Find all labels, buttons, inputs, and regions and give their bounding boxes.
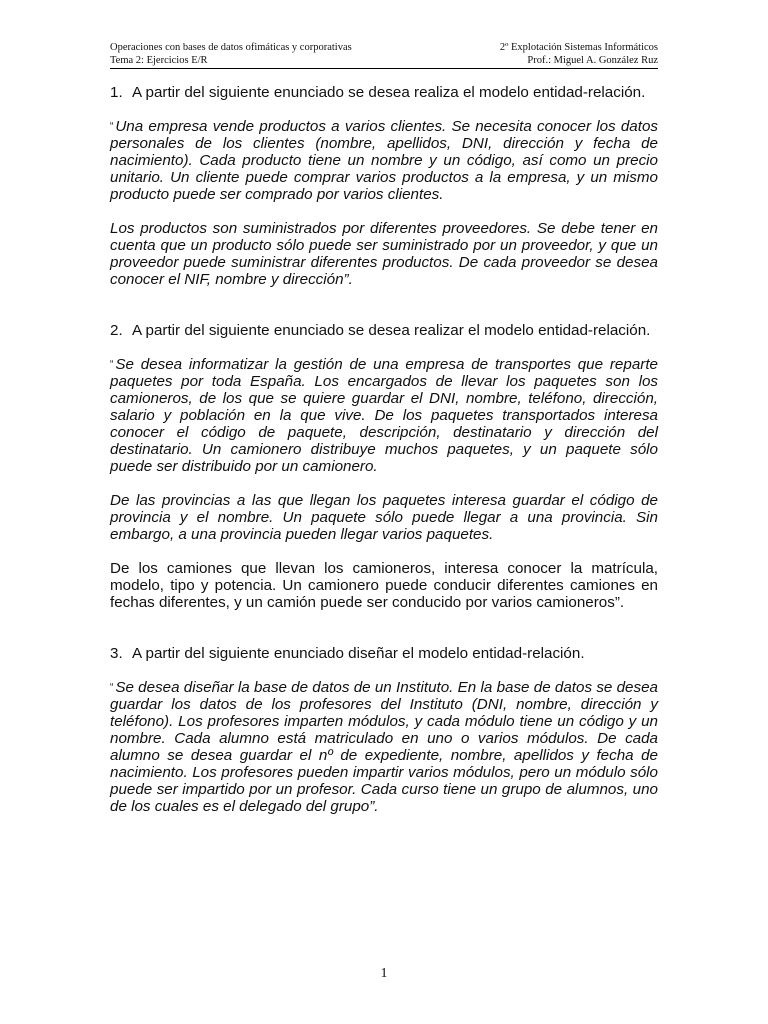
- header-row-2: [110, 54, 658, 67]
- header-topic: Tema 2: Ejercicios E/R: [110, 55, 208, 66]
- open-quote: “: [110, 359, 114, 370]
- exercise-2-paragraph-1: [110, 356, 658, 475]
- exercise-3-paragraph-1: [110, 679, 658, 815]
- document-body: [110, 84, 658, 815]
- exercise-2-heading: [110, 322, 658, 339]
- exercise-2-paragraph-2: De las provincias a las que llegan los paquetes interesa guardar el código de provincia y el nombre. Un paquete sólo puede llegar a una provincia. Sin embargo, a una provincia pueden llegar varios paquetes.: [110, 492, 658, 543]
- exercise-2-paragraph-3: De los camiones que llevan los camioneros, interesa conocer la matrícula, modelo, tipo y potencia. Un camionero puede conducir diferentes camiones en fechas diferentes, y un camión puede ser conducido por varios camioneros”.: [110, 560, 658, 611]
- open-quote: “: [110, 682, 114, 693]
- exercise-1-heading: [110, 84, 658, 101]
- exercise-1-paragraph-1-text: Una empresa vende productos a varios clientes. Se necesita conocer los datos personales de los clientes (nombre, apellidos, DNI, dirección y fecha de nacimiento). Cada producto tiene un nombre y un código, así como un precio unitario. Un cliente puede comprar varios productos a la empresa, y un mismo producto puede ser comprado por varios clientes.: [110, 118, 658, 203]
- header-course-title: Operaciones con bases de datos ofimáticas y corporativas: [110, 42, 352, 53]
- exercise-3-heading: [110, 645, 658, 662]
- header-professor: Prof.: Miguel A. González Ruz: [527, 55, 658, 66]
- header-rule: [110, 68, 658, 69]
- exercise-1-paragraph-1: [110, 118, 658, 203]
- exercise-3-paragraph-1-text: Se desea diseñar la base de datos de un Instituto. En la base de datos se desea guardar los datos de los profesores del Instituto (DNI, nombre, dirección y teléfono). Los profesores imparten módulos, y cada módulo tiene un código y un nombre. Cada alumno está matriculado en uno o varios módulos. De cada alumno se desea guardar el nº de expediente, nombre, apellidos y fecha de nacimiento. Los profesores pueden impartir varios módulos, pero un módulo sólo puede ser impartido por un profesor. Cada curso tiene un grupo de alumnos, uno de los cuales es el delegado del grupo”.: [110, 679, 658, 815]
- page-number: 1: [380, 966, 388, 981]
- open-quote: “: [110, 121, 114, 132]
- exercise-3-number: 3.: [110, 645, 123, 662]
- header-program: 2º Explotación Sistemas Informáticos: [499, 42, 658, 53]
- exercise-2-title: A partir del siguiente enunciado se desea realizar el modelo entidad-relación.: [132, 322, 651, 339]
- exercise-2-number: 2.: [110, 322, 123, 339]
- exercise-1-paragraph-2: Los productos son suministrados por diferentes proveedores. Se debe tener en cuenta que un producto sólo puede ser suministrado por un proveedor, y que un proveedor puede suministrar diferentes productos. De cada proveedor se desea conocer el NIF, nombre y dirección”.: [110, 220, 658, 288]
- exercise-3-title: A partir del siguiente enunciado diseñar el modelo entidad-relación.: [132, 645, 585, 662]
- exercise-1-number: 1.: [110, 84, 123, 101]
- header-row-1: [110, 41, 658, 54]
- exercise-2-paragraph-1-text: Se desea informatizar la gestión de una empresa de transportes que reparte paquetes por toda España. Los encargados de llevar los paquetes son los camioneros, de los que se quiere guardar el DNI, nombre, teléfono, dirección, salario y población en la que vive. De los paquetes transportados interesa conocer el código de paquete, descripción, destinatario y dirección del destinatario. Un camionero distribuye muchos paquetes, y un paquete sólo puede ser distribuido por un camionero.: [110, 356, 658, 475]
- exercise-1-title: A partir del siguiente enunciado se desea realiza el modelo entidad-relación.: [132, 84, 646, 101]
- page-header: [110, 41, 658, 67]
